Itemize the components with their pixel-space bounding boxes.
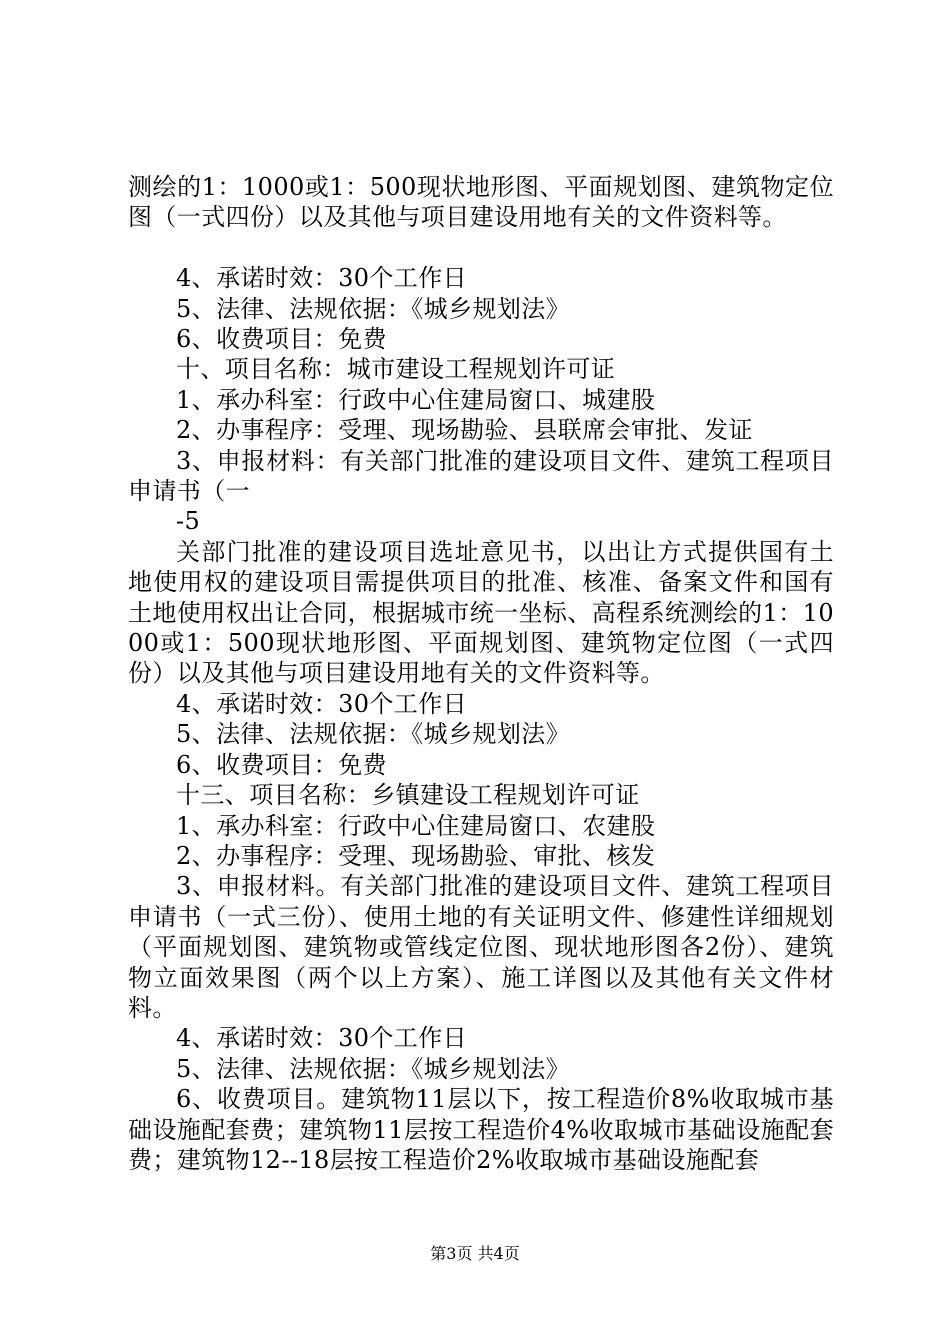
document-body — [128, 172, 834, 1175]
paragraph: 2、办事程序：受理、现场勘验、审批、核发 — [176, 841, 656, 870]
paragraph: 4、承诺时效：30个工作日 — [176, 689, 468, 718]
paragraph: 5、法律、法规依据：《城乡规划法》 — [176, 720, 571, 749]
paragraph: 2、办事程序：受理、现场勘验、县联席会审批、发证 — [176, 416, 753, 445]
paragraph: 6、收费项目：免费 — [176, 325, 387, 354]
paragraph: -5 — [176, 507, 201, 536]
blank-line — [128, 233, 834, 263]
paragraph: 6、收费项目。建筑物11层以下，按工程造价8%收取城市基础设施配套费；建筑物11层按工程造价4%收取城市基础设施配套费；建筑物12--18层按工程造价2%收取城市基础设施配套 — [128, 1085, 834, 1174]
paragraph: 3、申报材料。有关部门批准的建设项目文件、建筑工程项目申请书（一式三份）、使用土地的有关证明文件、修建性详细规划（平面规划图、建筑物或管线定位图、现状地形图各2份）、建筑物立面效果图（两个以上方案）、施工详图以及其他有关文件材料。 — [128, 872, 834, 1022]
paragraph: 关部门批准的建设项目选址意见书，以出让方式提供国有土地使用权的建设项目需提供项目的批准、核准、备案文件和国有土地使用权出让合同，根据城市统一坐标、高程系统测绘的1：1000或1：500现状地形图、平面规划图、建筑物定位图（一式四份）以及其他与项目建设用地有关的文件资料等。 — [128, 537, 834, 688]
paragraph: 5、法律、法规依据：《城乡规划法》 — [176, 294, 571, 323]
paragraph: 测绘的1：1000或1：500现状地形图、平面规划图、建筑物定位图（一式四份）以及其他与项目建设用地有关的文件资料等。 — [128, 173, 834, 232]
paragraph: 十三、项目名称：乡镇建设工程规划许可证 — [176, 781, 640, 810]
page-footer: 第3页 共4页 — [430, 1244, 520, 1263]
paragraph: 1、承办科室：行政中心住建局窗口、农建股 — [176, 811, 656, 840]
paragraph: 5、法律、法规依据：《城乡规划法》 — [176, 1054, 571, 1083]
paragraph: 4、承诺时效：30个工作日 — [176, 1024, 468, 1053]
paragraph: 十、项目名称：城市建设工程规划许可证 — [176, 355, 616, 384]
paragraph: 1、承办科室：行政中心住建局窗口、城建股 — [176, 385, 656, 414]
paragraph: 4、承诺时效：30个工作日 — [176, 264, 468, 293]
paragraph: 6、收费项目：免费 — [176, 750, 387, 779]
paragraph: 3、申报材料：有关部门批准的建设项目文件、建筑工程项目申请书（一 — [128, 446, 834, 506]
